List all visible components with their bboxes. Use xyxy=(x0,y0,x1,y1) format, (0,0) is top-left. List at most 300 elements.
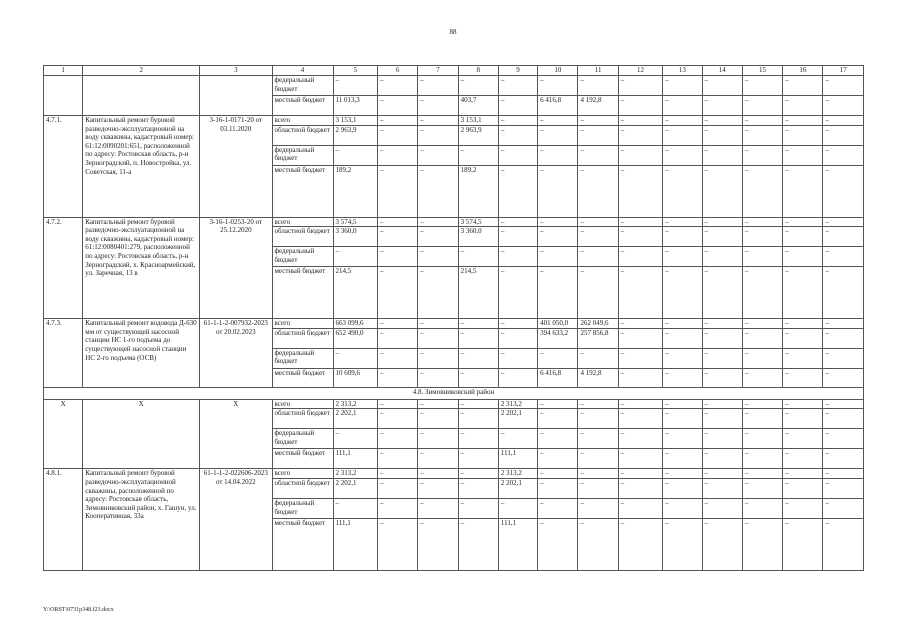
budget-source: федеральный бюджет xyxy=(272,348,333,368)
value-cell: – xyxy=(418,125,458,145)
value-cell: 3 153,1 xyxy=(458,116,498,126)
value-cell: – xyxy=(663,247,702,267)
value-cell: – xyxy=(377,399,417,409)
value-cell: – xyxy=(702,247,742,267)
value-cell: – xyxy=(663,429,702,449)
value-cell: – xyxy=(618,76,662,96)
value-cell: – xyxy=(498,145,537,165)
budget-source: всего xyxy=(272,399,333,409)
value-cell: 2 313,2 xyxy=(333,399,377,409)
value-cell: – xyxy=(498,328,537,348)
row-number: Х xyxy=(44,399,83,469)
value-cell: – xyxy=(742,498,782,518)
value-cell: – xyxy=(823,217,864,227)
value-cell: – xyxy=(418,217,458,227)
value-cell: – xyxy=(663,76,702,96)
value-cell: – xyxy=(578,449,618,469)
object-name: Капитальный ремонт буровой разведочно-эксплуатационной на воду скважины, кадастровый номер: 61:12:0090201:651, расположенной по адресу: Ростовская область, р-н Зерноградский, п. Новостройка, ул. Советская, 11-а xyxy=(83,116,200,218)
table-body xyxy=(44,66,864,571)
value-cell: – xyxy=(538,76,578,96)
value-cell: 2 313,2 xyxy=(498,399,537,409)
value-cell: – xyxy=(742,348,782,368)
value-cell: – xyxy=(823,449,864,469)
value-cell: – xyxy=(333,498,377,518)
page-number: 88 xyxy=(449,28,457,36)
value-cell: – xyxy=(823,165,864,217)
value-cell: – xyxy=(538,217,578,227)
registration-number xyxy=(200,76,272,116)
budget-source: местный бюджет xyxy=(272,368,333,387)
value-cell: – xyxy=(578,478,618,498)
value-cell: – xyxy=(538,399,578,409)
registration-number: Х xyxy=(200,399,272,469)
value-cell: – xyxy=(618,449,662,469)
value-cell: – xyxy=(702,267,742,319)
value-cell: – xyxy=(742,449,782,469)
value-cell: 2 963,9 xyxy=(458,125,498,145)
value-cell: – xyxy=(742,429,782,449)
value-cell: – xyxy=(377,518,417,570)
value-cell: – xyxy=(578,498,618,518)
column-number: 10 xyxy=(538,66,578,76)
value-cell: 2 202,1 xyxy=(498,478,537,498)
value-cell: – xyxy=(823,247,864,267)
value-cell: – xyxy=(418,469,458,479)
value-cell: – xyxy=(618,227,662,247)
value-cell: – xyxy=(783,125,823,145)
value-cell: – xyxy=(618,328,662,348)
value-cell: – xyxy=(377,145,417,165)
value-cell: – xyxy=(783,96,823,116)
value-cell: – xyxy=(578,116,618,126)
value-cell: – xyxy=(823,409,864,429)
value-cell: – xyxy=(618,409,662,429)
budget-table xyxy=(43,65,864,571)
value-cell: 6 416,8 xyxy=(538,96,578,116)
value-cell: – xyxy=(783,116,823,126)
table-row xyxy=(44,399,864,409)
column-number: 2 xyxy=(83,66,200,76)
value-cell: – xyxy=(823,478,864,498)
value-cell: – xyxy=(498,267,537,319)
value-cell: – xyxy=(578,76,618,96)
value-cell: – xyxy=(418,76,458,96)
column-number: 6 xyxy=(377,66,417,76)
value-cell: – xyxy=(742,76,782,96)
value-cell: – xyxy=(418,165,458,217)
column-number: 16 xyxy=(783,66,823,76)
value-cell: – xyxy=(458,498,498,518)
value-cell: – xyxy=(498,116,537,126)
value-cell: – xyxy=(663,478,702,498)
value-cell: 2 202,1 xyxy=(333,409,377,429)
value-cell: – xyxy=(618,498,662,518)
value-cell: – xyxy=(702,76,742,96)
value-cell: – xyxy=(742,368,782,387)
value-cell: 3 153,1 xyxy=(333,116,377,126)
value-cell: – xyxy=(783,267,823,319)
value-cell: – xyxy=(823,116,864,126)
value-cell: – xyxy=(702,217,742,227)
table-row xyxy=(44,116,864,126)
value-cell: – xyxy=(498,76,537,96)
value-cell: – xyxy=(702,518,742,570)
value-cell: – xyxy=(618,217,662,227)
value-cell: – xyxy=(618,96,662,116)
budget-source: местный бюджет xyxy=(272,165,333,217)
value-cell: – xyxy=(783,429,823,449)
value-cell: – xyxy=(823,348,864,368)
value-cell: – xyxy=(783,449,823,469)
value-cell: – xyxy=(538,247,578,267)
value-cell: – xyxy=(377,348,417,368)
row-number: 4.7.2. xyxy=(44,217,83,319)
value-cell: 401 050,0 xyxy=(538,319,578,329)
value-cell: – xyxy=(377,409,417,429)
value-cell: – xyxy=(458,449,498,469)
value-cell: – xyxy=(702,449,742,469)
value-cell: – xyxy=(377,267,417,319)
value-cell: – xyxy=(578,227,618,247)
value-cell: – xyxy=(823,145,864,165)
value-cell: – xyxy=(498,125,537,145)
budget-source: всего xyxy=(272,319,333,329)
budget-source: федеральный бюджет xyxy=(272,429,333,449)
value-cell: – xyxy=(418,518,458,570)
value-cell: – xyxy=(538,409,578,429)
value-cell: – xyxy=(458,328,498,348)
budget-source: местный бюджет xyxy=(272,518,333,570)
object-name: Капитальный ремонт буровой разведочно-эксплуатационной на воду скважины, кадастровый номер: 61:12:0080401:279, расположенной по адресу: Ростовская область, р-н Зерноградский, х. Красноармейский, ул. Заречная, 13 в xyxy=(83,217,200,319)
column-number: 11 xyxy=(578,66,618,76)
value-cell: 11 013,3 xyxy=(333,96,377,116)
value-cell: – xyxy=(663,348,702,368)
object-name: Х xyxy=(83,399,200,469)
value-cell: – xyxy=(377,247,417,267)
table-row xyxy=(44,319,864,329)
value-cell: – xyxy=(458,319,498,329)
value-cell: – xyxy=(418,498,458,518)
value-cell: – xyxy=(742,217,782,227)
value-cell: – xyxy=(742,399,782,409)
budget-source: местный бюджет xyxy=(272,449,333,469)
value-cell: – xyxy=(663,319,702,329)
value-cell: – xyxy=(618,319,662,329)
value-cell: – xyxy=(742,267,782,319)
value-cell: – xyxy=(742,247,782,267)
value-cell: – xyxy=(498,165,537,217)
value-cell: – xyxy=(498,227,537,247)
value-cell: 214,5 xyxy=(333,267,377,319)
value-cell: – xyxy=(742,319,782,329)
registration-number: 3-16-1-0253-20 от 25.12.2020 xyxy=(200,217,272,319)
value-cell: – xyxy=(498,429,537,449)
value-cell: 111,1 xyxy=(498,518,537,570)
section-title: 4.8. Зимовниковский район xyxy=(44,387,864,399)
column-number: 14 xyxy=(702,66,742,76)
value-cell: – xyxy=(618,348,662,368)
value-cell: – xyxy=(663,469,702,479)
value-cell: – xyxy=(458,76,498,96)
value-cell: – xyxy=(538,348,578,368)
column-number: 3 xyxy=(200,66,272,76)
value-cell: 10 609,6 xyxy=(333,368,377,387)
value-cell: – xyxy=(702,399,742,409)
value-cell: – xyxy=(618,429,662,449)
budget-source: федеральный бюджет xyxy=(272,145,333,165)
budget-source: местный бюджет xyxy=(272,96,333,116)
value-cell: – xyxy=(618,145,662,165)
value-cell: – xyxy=(663,227,702,247)
value-cell: – xyxy=(663,449,702,469)
value-cell: – xyxy=(742,116,782,126)
value-cell: – xyxy=(742,145,782,165)
value-cell: – xyxy=(783,478,823,498)
value-cell: 394 633,2 xyxy=(538,328,578,348)
value-cell: – xyxy=(538,267,578,319)
value-cell: – xyxy=(783,348,823,368)
value-cell: – xyxy=(823,469,864,479)
value-cell: 4 192,8 xyxy=(578,96,618,116)
budget-source: областной бюджет xyxy=(272,328,333,348)
value-cell: – xyxy=(702,429,742,449)
value-cell: – xyxy=(578,469,618,479)
value-cell: – xyxy=(333,76,377,96)
value-cell: – xyxy=(458,469,498,479)
column-number: 15 xyxy=(742,66,782,76)
value-cell: – xyxy=(578,409,618,429)
value-cell: – xyxy=(823,518,864,570)
value-cell: – xyxy=(702,319,742,329)
value-cell: – xyxy=(823,125,864,145)
column-number: 7 xyxy=(418,66,458,76)
value-cell: – xyxy=(618,399,662,409)
value-cell: – xyxy=(823,328,864,348)
value-cell: – xyxy=(618,165,662,217)
budget-source: областной бюджет xyxy=(272,478,333,498)
value-cell: – xyxy=(538,498,578,518)
value-cell: – xyxy=(498,217,537,227)
registration-number: 61-1-1-2-007932-2023 от 20.02.2023 xyxy=(200,319,272,388)
value-cell: – xyxy=(578,165,618,217)
column-number: 9 xyxy=(498,66,537,76)
value-cell: 214,5 xyxy=(458,267,498,319)
value-cell: – xyxy=(377,328,417,348)
value-cell: 262 049,6 xyxy=(578,319,618,329)
value-cell: – xyxy=(702,165,742,217)
value-cell: – xyxy=(742,125,782,145)
value-cell: – xyxy=(742,518,782,570)
value-cell: – xyxy=(618,469,662,479)
value-cell: – xyxy=(783,165,823,217)
value-cell: – xyxy=(618,125,662,145)
value-cell: – xyxy=(618,368,662,387)
budget-source: всего xyxy=(272,469,333,479)
registration-number: 3-16-1-0171-20 от 03.11.2020 xyxy=(200,116,272,218)
value-cell: 663 099,6 xyxy=(333,319,377,329)
value-cell: 2 202,1 xyxy=(333,478,377,498)
value-cell: 111,1 xyxy=(498,449,537,469)
value-cell: – xyxy=(663,328,702,348)
value-cell: – xyxy=(663,125,702,145)
value-cell: – xyxy=(333,247,377,267)
column-number-row xyxy=(44,66,864,76)
value-cell: – xyxy=(742,409,782,429)
value-cell: – xyxy=(783,368,823,387)
value-cell: – xyxy=(663,399,702,409)
value-cell: – xyxy=(578,348,618,368)
column-number: 17 xyxy=(823,66,864,76)
budget-source: областной бюджет xyxy=(272,409,333,429)
value-cell: – xyxy=(702,125,742,145)
value-cell: – xyxy=(742,165,782,217)
value-cell: – xyxy=(783,518,823,570)
value-cell: 2 313,2 xyxy=(498,469,537,479)
value-cell: – xyxy=(377,429,417,449)
value-cell: – xyxy=(702,368,742,387)
value-cell: 6 416,8 xyxy=(538,368,578,387)
value-cell: – xyxy=(702,145,742,165)
file-path-footer: Y:\ORST\0731p348.f23.docx xyxy=(43,607,114,613)
value-cell: – xyxy=(783,469,823,479)
value-cell: – xyxy=(663,498,702,518)
value-cell: – xyxy=(783,227,823,247)
value-cell: – xyxy=(333,429,377,449)
value-cell: – xyxy=(377,116,417,126)
value-cell: – xyxy=(418,319,458,329)
value-cell: – xyxy=(538,469,578,479)
value-cell: – xyxy=(377,469,417,479)
value-cell: – xyxy=(783,145,823,165)
value-cell: – xyxy=(458,518,498,570)
value-cell: – xyxy=(458,478,498,498)
value-cell: 3 360,0 xyxy=(333,227,377,247)
row-number xyxy=(44,76,83,116)
row-number: 4.7.1. xyxy=(44,116,83,218)
value-cell: – xyxy=(578,247,618,267)
budget-source: местный бюджет xyxy=(272,267,333,319)
value-cell: – xyxy=(823,498,864,518)
budget-source: федеральный бюджет xyxy=(272,76,333,96)
value-cell: – xyxy=(418,478,458,498)
value-cell: – xyxy=(663,165,702,217)
column-number: 12 xyxy=(618,66,662,76)
value-cell: – xyxy=(377,227,417,247)
object-name: Капитальный ремонт водовода Д-630 мм от существующей насосной станции НС 1-го подъема до существующей насосной станции НС 2-го подъема (ОСВ) xyxy=(83,319,200,388)
column-number: 13 xyxy=(663,66,702,76)
object-name: Капитальный ремонт буровой разведочно-эксплуатационной скважины, расположенной по адресу: Ростовская область, Зимовниковский район, х. Гашун, ул. Кооперативная, 33а xyxy=(83,469,200,571)
value-cell: – xyxy=(418,348,458,368)
value-cell: – xyxy=(538,145,578,165)
value-cell: – xyxy=(702,469,742,479)
value-cell: – xyxy=(377,498,417,518)
object-name xyxy=(83,76,200,116)
value-cell: – xyxy=(498,348,537,368)
budget-source: всего xyxy=(272,217,333,227)
value-cell: 111,1 xyxy=(333,518,377,570)
value-cell: – xyxy=(578,217,618,227)
value-cell: – xyxy=(377,125,417,145)
budget-source: федеральный бюджет xyxy=(272,498,333,518)
section-header-row xyxy=(44,387,864,399)
value-cell: – xyxy=(783,498,823,518)
value-cell: – xyxy=(742,96,782,116)
value-cell: – xyxy=(702,498,742,518)
budget-source: всего xyxy=(272,116,333,126)
value-cell: – xyxy=(702,348,742,368)
table-row xyxy=(44,469,864,479)
value-cell: – xyxy=(823,227,864,247)
value-cell: – xyxy=(742,328,782,348)
value-cell: 403,7 xyxy=(458,96,498,116)
value-cell: – xyxy=(663,267,702,319)
value-cell: – xyxy=(663,116,702,126)
value-cell: – xyxy=(783,247,823,267)
value-cell: – xyxy=(498,498,537,518)
value-cell: – xyxy=(538,429,578,449)
value-cell: – xyxy=(823,76,864,96)
value-cell: – xyxy=(377,449,417,469)
value-cell: – xyxy=(458,429,498,449)
value-cell: 2 202,1 xyxy=(498,409,537,429)
value-cell: – xyxy=(498,96,537,116)
value-cell: – xyxy=(538,227,578,247)
value-cell: – xyxy=(702,328,742,348)
value-cell: – xyxy=(538,478,578,498)
value-cell: – xyxy=(333,348,377,368)
value-cell: – xyxy=(418,267,458,319)
value-cell: – xyxy=(418,328,458,348)
value-cell: – xyxy=(538,125,578,145)
value-cell: – xyxy=(377,76,417,96)
value-cell: – xyxy=(418,399,458,409)
registration-number: 61-1-1-2-022606-2023 от 14.04.2022 xyxy=(200,469,272,571)
value-cell: – xyxy=(742,478,782,498)
value-cell: – xyxy=(702,227,742,247)
value-cell: – xyxy=(418,145,458,165)
value-cell: – xyxy=(823,319,864,329)
value-cell: – xyxy=(418,429,458,449)
value-cell: – xyxy=(702,409,742,429)
value-cell: – xyxy=(823,267,864,319)
value-cell: – xyxy=(458,368,498,387)
value-cell: – xyxy=(742,227,782,247)
value-cell: – xyxy=(618,518,662,570)
value-cell: – xyxy=(783,399,823,409)
row-number: 4.8.1. xyxy=(44,469,83,571)
value-cell: – xyxy=(377,217,417,227)
value-cell: – xyxy=(538,518,578,570)
value-cell: – xyxy=(498,368,537,387)
value-cell: – xyxy=(538,449,578,469)
value-cell: 111,1 xyxy=(333,449,377,469)
value-cell: – xyxy=(418,247,458,267)
value-cell: – xyxy=(783,76,823,96)
value-cell: – xyxy=(418,227,458,247)
value-cell: 189,2 xyxy=(333,165,377,217)
value-cell: – xyxy=(458,348,498,368)
budget-source: федеральный бюджет xyxy=(272,247,333,267)
budget-source: областной бюджет xyxy=(272,125,333,145)
value-cell: 2 313,2 xyxy=(333,469,377,479)
row-number: 4.7.3. xyxy=(44,319,83,388)
value-cell: – xyxy=(458,399,498,409)
value-cell: – xyxy=(498,319,537,329)
value-cell: – xyxy=(578,518,618,570)
value-cell: 3 574,5 xyxy=(458,217,498,227)
value-cell: – xyxy=(618,478,662,498)
value-cell: – xyxy=(578,429,618,449)
